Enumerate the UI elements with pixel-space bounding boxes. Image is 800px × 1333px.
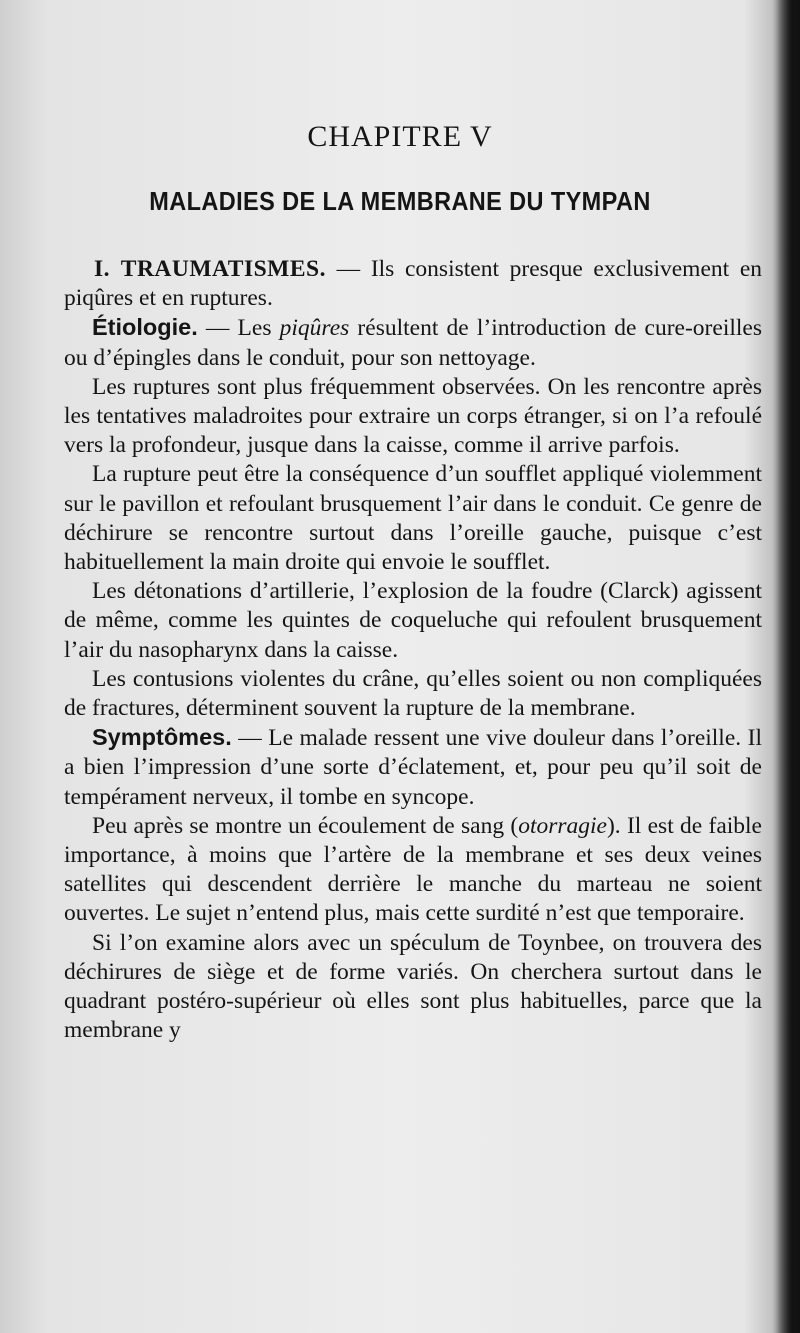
subsection-heading: Étiologie. [92, 314, 198, 341]
paragraph: La rupture peut être la conséquence d’un soufflet appliqué violemment sur le pavillon et refoulant brusquement l’air dans le conduit. Ce genre de déchirure se rencontre surtout dans l’oreille gauche, puisque c’est habituellement la main droite qui envoie le soufflet. [64, 461, 762, 576]
section-heading: I. TRAUMATISMES. [94, 256, 326, 282]
paragraph-otorragie [64, 812, 762, 929]
paragraph-text: — Le malade ressent une vive douleur dans l’oreille. Il a bien l’impression d’une sorte d’éclatement, et, pour peu qu’il soit de tempérament nerveux, il tombe en syncope. [64, 725, 762, 810]
paragraph-text: — Ils consistent presque exclusivement en piqûres et en ruptures. [64, 256, 763, 312]
paragraph-text: Peu après se montre un écoulement de sang ( [92, 812, 519, 839]
subsection-heading: Symptômes. [92, 724, 232, 751]
paragraph: Si l’on examine alors avec un spéculum de Toynbee, on trouvera des déchirures de siège et de forme variés. On cherchera surtout dans le quadrant postéro-supérieur où elles sont plus habituelles, parce que la membrane y [64, 929, 762, 1044]
chapter-title: MALADIES DE LA MEMBRANE DU TYMPAN [149, 186, 651, 216]
paragraph: Les ruptures sont plus fréquemment observées. On les rencontre après les tentatives maladroites pour extraire un corps étranger, si on l’a refoulé vers la profondeur, jusque dans la caisse, comme il arrive parfois. [64, 373, 762, 459]
paragraph-text: résultent de l’introduction de cure-oreilles ou d’épingles dans le conduit, pour son nettoyage. [64, 315, 762, 371]
paragraph-etiologie [64, 313, 762, 372]
paragraph-traumatismes [64, 255, 762, 313]
italic-term: piqûres [279, 315, 350, 342]
paragraph: Les détonations d’artillerie, l’explosion de la foudre (Clarck) agissent de même, comme les quintes de coqueluche qui refoulent brusquement l’air du nasopharynx dans la caisse. [64, 578, 762, 663]
paragraph: Les contusions violentes du crâne, qu’elles soient ou non compliquées de fractures, déterminent souvent la rupture de la membrane. [64, 665, 762, 722]
paragraph-text: ). Il est de faible importance, à moins que l’artère de la membrane et ses deux veines satellites qui descendent derrière le manche du marteau ne soient ouvertes. Le sujet n’entend plus, mais cette surdité n’est que temporaire. [64, 812, 762, 927]
paragraph-symptomes [64, 723, 762, 812]
body-text [64, 255, 762, 1045]
chapter-heading: CHAPITRE V [307, 120, 493, 153]
paragraph-text: — Les [197, 315, 280, 342]
italic-term: otorragie [518, 812, 607, 839]
